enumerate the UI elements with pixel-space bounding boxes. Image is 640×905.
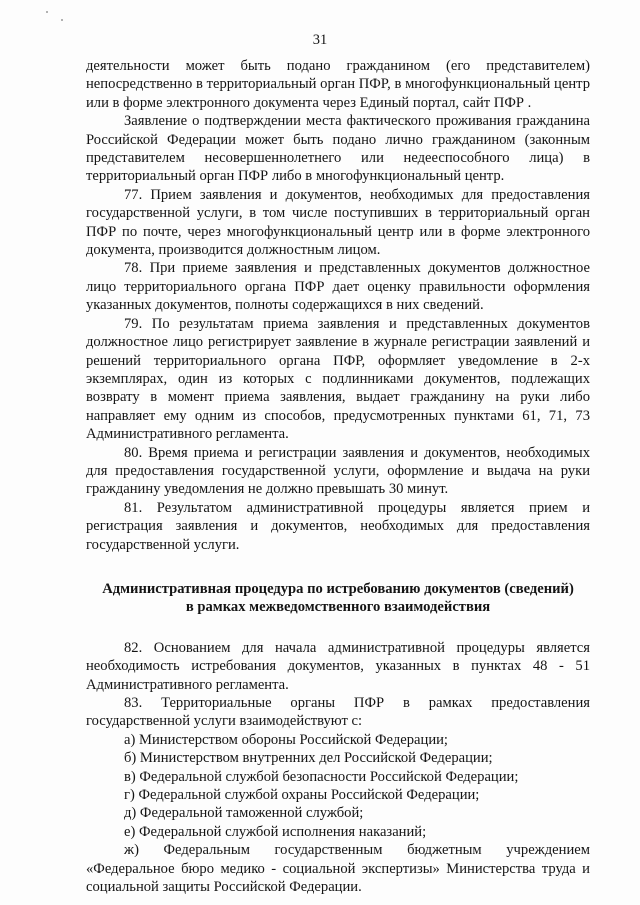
paragraph-81: 81. Результатом административной процедуры является прием и регистрация заявления и документов, необходимых для предоставления государственной услуги. (86, 499, 590, 553)
scan-speck (46, 11, 48, 13)
list-item: д) Федеральной таможенной службой; (124, 805, 364, 822)
list-item: е) Федеральной службой исполнения наказаний; (124, 823, 427, 840)
list-item: г) Федеральной службой охраны Российской Федерации; (124, 787, 480, 804)
list-item: ж) Федеральным государственным бюджетным учреждением «Федеральное бюро медико - социальной экспертизы» Министерства труда и социальной защиты Российской Федерации. (86, 842, 590, 896)
paragraph-80: 80. Время приема и регистрации заявления и документов, необходимых для предоставления государственной услуги, оформление и выдача на руки гражданину уведомления не должно превышать 30 минут. (86, 444, 590, 498)
paragraph-83: 83. Территориальные органы ПФР в рамках предоставления государственной услуги взаимодействуют с: (86, 695, 590, 730)
section-heading-line-2: в рамках межведомственного взаимодействия (185, 599, 491, 616)
scan-speck (61, 19, 63, 21)
paragraph-79: 79. По результатам приема заявления и представленных документов должностное лицо регистрирует заявление в журнале регистрации заявлений и решений территориального органа ПФР, оформляет уведомление в 2-х экземплярах, один из которых с подлинниками документов, подлежащих возврату в момент приема заявления, выдает гражданину на руки либо направляет ему одним из способов, предусмотренных пунктами 61, 71, 73 Административного регламента. (86, 315, 590, 443)
document-body (86, 57, 590, 896)
paragraph-82: 82. Основанием для начала административной процедуры является необходимость истребования документов, указанных в пунктах 48 - 51 Административного регламента. (86, 639, 590, 693)
page-number: 31 (312, 32, 328, 48)
paragraph-77: 77. Прием заявления и документов, необходимых для предоставления государственной услуги, в том числе поступивших в территориальный орган ПФР по почте, через многофункциональный центр или в форме электронного документа, производится должностным лицом. (86, 186, 590, 259)
paragraph-78: 78. При приеме заявления и представленных документов должностное лицо территориального органа ПФР дает оценку правильности оформления указанных документов, полноты содержащихся в них сведений. (86, 260, 590, 314)
section-heading-line-1: Административная процедура по истребованию документов (сведений) (102, 580, 574, 597)
paragraph-continuation: деятельности может быть подано гражданином (его представителем) непосредственно в территориальный орган ПФР, в многофункциональный центр или в форме электронного документа через Единый портал, сайт ПФР . (86, 58, 590, 111)
list-item: в) Федеральной службой безопасности Российской Федерации; (124, 768, 519, 785)
list-item: а) Министерством обороны Российской Федерации; (124, 731, 448, 748)
paragraph-residence-statement: Заявление о подтверждении места фактического проживания гражданина Российской Федерации может быть подано лично гражданином (законным представителем несовершеннолетнего или недееспособного лица) в территориальный орган ПФР либо в многофункциональный центр. (86, 113, 590, 185)
section-heading (86, 580, 590, 617)
list-item: б) Министерством внутренних дел Российской Федерации; (124, 750, 493, 767)
